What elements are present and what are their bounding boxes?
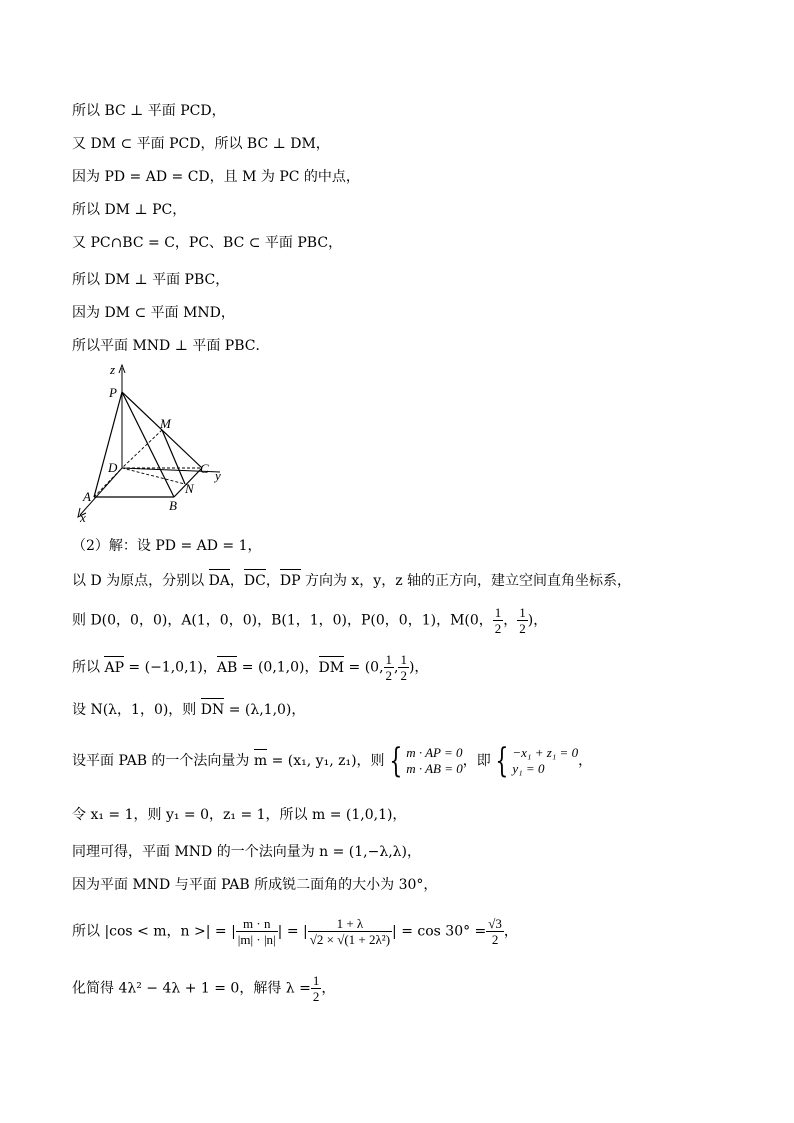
label-B: B [169,498,177,513]
vector-DP: DP [279,573,301,589]
edge-PB [122,392,174,497]
label-y: y [215,468,221,483]
label-A: A [83,489,91,504]
label-x: x [80,510,86,525]
label-N: N [185,481,194,496]
proof-line-6: 所以 DM ⊥ 平面 PBC， [72,272,230,288]
edge-PA [94,392,122,497]
proof-line-5: 又 PC∩BC = C，PC、BC ⊂ 平面 PBC， [72,235,343,251]
proof-line-3: 因为 PD = AD = CD，且 M 为 PC 的中点， [72,169,360,185]
fraction-half: $\frac{1}{2}$ [519,605,526,636]
proof-line-7: 因为 DM ⊂ 平面 MND， [72,305,235,321]
vector-DA: DA [208,573,230,589]
equation-system-2: −x₁ + z₁ = 0 y₁ = 0 [512,745,579,776]
fraction-half: $\frac{1}{2}$ [312,973,320,1004]
part2-line-3: 则 D(0，0，0)，A(1，0，0)，B(1，1，0)，P(0，0，1)，M(0， $\frac{1}{2}$ ， $\frac{1}{2}$ )， [72,605,548,636]
fraction-half: $\frac{1}{2}$ [385,652,393,683]
label-M: M [160,416,171,431]
proof-line-4: 所以 DM ⊥ PC， [72,202,187,218]
vector-DM: DM [318,659,345,676]
fraction-lambda: $\frac{1 + \lambda}{\text{√2 × √(1 + 2λ²)}}$ [309,916,391,947]
equation-system-1: m · AP = 0 m · AB = 0 [406,745,463,776]
part2-line-11: 化简得 4λ² − 4λ + 1 = 0，解得 λ = $\frac{1}{2}$ ， [72,973,336,1004]
left-brace-icon: { [388,741,402,781]
fraction-half: $\frac{1}{2}$ [400,652,407,683]
fraction-root3-over-2: $\frac{√3}{2}$ [488,916,502,947]
part2-line-8: 同理可得，平面 MND 的一个法向量为 n = (1,−λ,λ)， [72,844,422,860]
part2-line-5: 设 N(λ，1，0)，则 DN = (λ,1,0)， [72,702,306,718]
label-P: P [109,385,117,400]
fraction-cosine: $\frac{m \cdot n}{|m| \cdot |n|}$ [237,916,276,947]
label-C: C [200,461,209,476]
fraction-half: $\frac{1}{2}$ [494,605,502,636]
proof-line-8: 所以平面 MND ⊥ 平面 PBC． [72,338,270,354]
part2-line-9: 因为平面 MND 与平面 PAB 所成锐二面角的大小为 30°， [72,877,438,893]
proof-line-2: 又 DM ⊂ 平面 PCD，所以 BC ⊥ DM， [72,136,330,152]
left-brace-icon: { [495,741,509,781]
segment-MN [162,430,185,484]
part2-line-10: 所以 |cos < m，n >| = | $\frac{m \cdot n}{|m| \cdot |n|}$ | = | $\frac{1 + \lambda}{\text{√2 × √(1 + 2λ²)}}$ | = cos 30° = $\frac{√3}{2}$ ， [72,916,518,947]
vector-DN: DN [200,702,225,718]
vector-AP: AP [104,659,124,676]
label-z: z [110,362,116,377]
part2-line-1: （2）解：设 PD = AD = 1， [72,538,262,554]
label-D: D [108,460,118,475]
segment-DM [122,430,162,468]
part2-line-2: 以 D 为原点，分别以 DA，DC，DP 方向为 x，y，z 轴的正方向，建立空间直角坐标系， [72,573,632,589]
vector-m: m [253,753,268,769]
vector-AB: AB [216,659,238,676]
part2-line-4: 所以 AP = (−1,0,1)，AB = (0,1,0)，DM = (0, $\frac{1}{2}$ , $\frac{1}{2}$ )， [72,652,429,683]
pyramid-diagram [72,360,232,525]
vector-DC: DC [243,573,266,589]
pyramid-figure [72,360,232,525]
proof-line-1: 所以 BC ⊥ 平面 PCD， [72,103,226,119]
part2-line-6: 设平面 PAB 的一个法向量为 m = (x₁, y₁, z₁)，则 { m · AP = 0 m · AB = 0 ，即 { −x₁ + z₁ = 0 y₁ = 0 ， [72,741,593,781]
part2-line-7: 令 x₁ = 1，则 y₁ = 0，z₁ = 1，所以 m = (1,0,1)， [72,807,407,823]
